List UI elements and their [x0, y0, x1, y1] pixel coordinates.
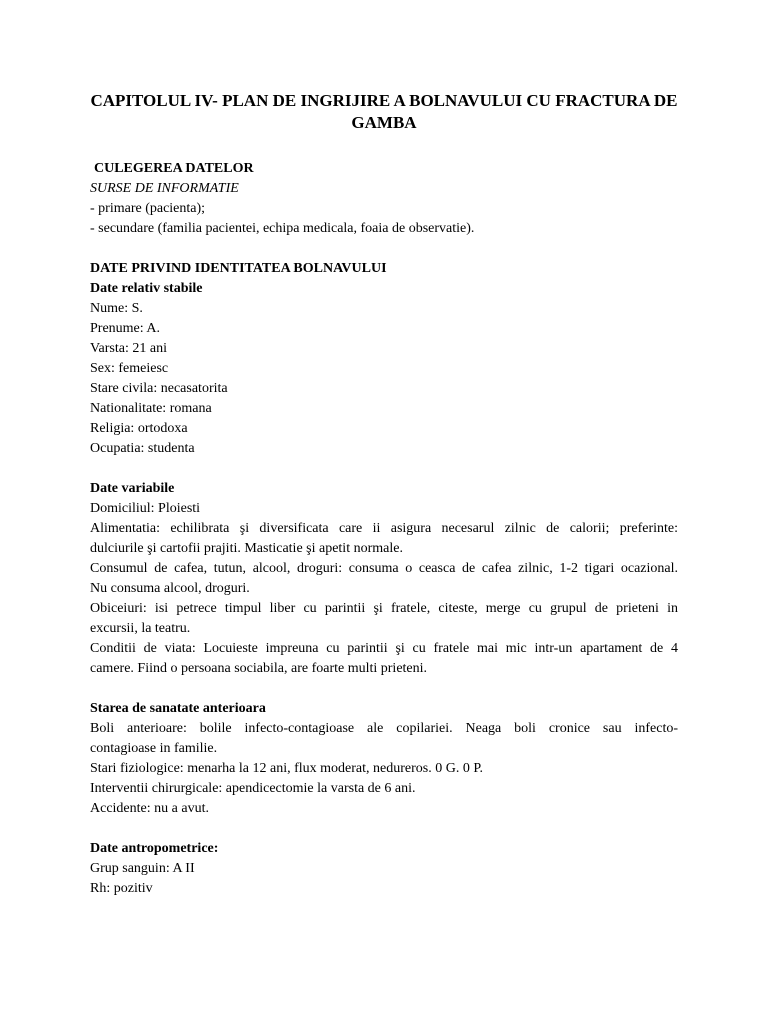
field-rh: Rh: pozitiv — [90, 881, 153, 896]
alimentatia-line-1: Alimentatia: echilibrata şi diversificata care ii asigura necesarul zilnic de calorii; preferinte: — [90, 521, 678, 536]
boli-line-2: contagioase in familie. — [90, 741, 218, 756]
field-ocupatia: Ocupatia: studenta — [90, 441, 195, 456]
alimentatia-line-2: dulciurile şi cartofii prajiti. Masticatie şi apetit normale. — [90, 541, 403, 556]
field-accidente: Accidente: nu a avut. — [90, 801, 209, 816]
obiceiuri-line-1: Obiceiuri: isi petrece timpul liber cu parintii şi fratele, citeste, merge cu grupul de prieteni in — [90, 601, 678, 616]
field-stare-civila: Stare civila: necasatorita — [90, 381, 228, 396]
field-sex: Sex: femeiesc — [90, 361, 169, 376]
conditii-line-1: Conditii de viata: Locuieste impreuna cu parintii şi cu fratele mai mic intr-un apartament de 4 — [90, 641, 678, 656]
field-prenume: Prenume: A. — [90, 321, 160, 336]
chapter-title: CAPITOLUL IV- PLAN DE INGRIJIRE A BOLNAVULUI CU FRACTURA DE GAMBA — [90, 91, 678, 132]
culegere-heading: CULEGEREA DATELOR — [94, 161, 254, 176]
surse-heading: SURSE DE INFORMATIE — [90, 181, 239, 196]
field-interventii: Interventii chirurgicale: apendicectomie la varsta de 6 ani. — [90, 781, 416, 796]
stabile-heading: Date relativ stabile — [90, 281, 203, 296]
field-domiciliul: Domiciliul: Ploiesti — [90, 501, 201, 516]
consum-line-2: Nu consuma alcool, droguri. — [90, 581, 250, 596]
conditii-line-2: camere. Fiind o persoana sociabila, are foarte multi prieteni. — [90, 661, 428, 676]
boli-line-1: Boli anterioare: bolile infecto-contagioase ale copilariei. Neaga boli cronice sau infecto- — [90, 721, 678, 736]
consum-line-1: Consumul de cafea, tutun, alcool, droguri: consuma o ceasca de cafea zilnic, 1-2 tigari ocazional. — [90, 561, 678, 576]
identitate-heading: DATE PRIVIND IDENTITATEA BOLNAVULUI — [90, 261, 387, 276]
field-varsta: Varsta: 21 ani — [90, 341, 167, 356]
antropometrice-heading: Date antropometrice: — [90, 841, 219, 856]
surse-primare: - primare (pacienta); — [90, 201, 206, 216]
spacer — [90, 459, 678, 479]
spacer — [90, 679, 678, 699]
surse-secundare: - secundare (familia pacientei, echipa medicala, foaia de observatie). — [90, 221, 475, 236]
field-nationalitate: Nationalitate: romana — [90, 401, 212, 416]
field-grup-sanguin: Grup sanguin: A II — [90, 861, 195, 876]
sanatate-heading: Starea de sanatate anterioara — [90, 701, 266, 716]
obiceiuri-line-2: excursii, la teatru. — [90, 621, 191, 636]
field-religia: Religia: ortodoxa — [90, 421, 188, 436]
field-nume: Nume: S. — [90, 301, 143, 316]
field-stari-fiziologice: Stari fiziologice: menarha la 12 ani, flux moderat, nedureros. 0 G. 0 P. — [90, 761, 484, 776]
document-body — [90, 159, 678, 899]
variabile-heading: Date variabile — [90, 481, 175, 496]
spacer — [90, 239, 678, 259]
spacer — [90, 819, 678, 839]
